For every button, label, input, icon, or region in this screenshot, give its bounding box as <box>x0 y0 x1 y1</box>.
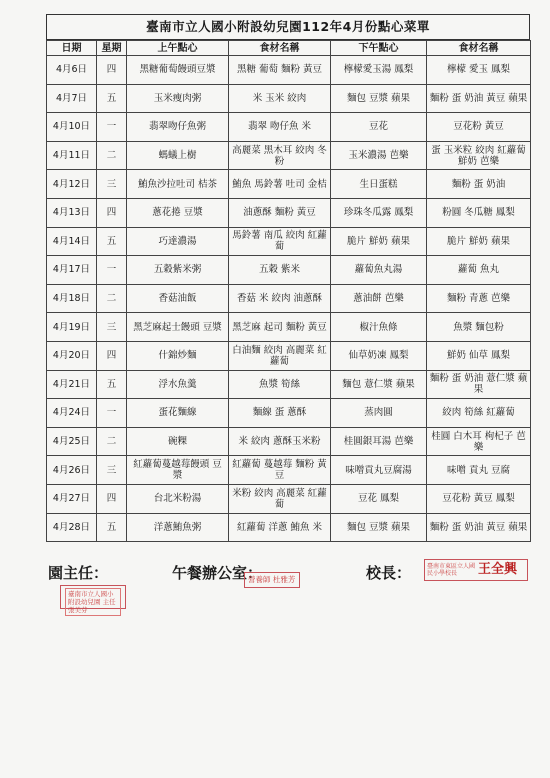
table-row <box>47 113 531 142</box>
table-row <box>47 456 531 485</box>
pm-ingredients-cell: 粉圓 冬瓜糖 鳳梨 <box>427 198 531 227</box>
am-snack-cell: 黑糖葡萄饅頭豆漿 <box>127 56 229 85</box>
date-cell: 4月13日 <box>47 198 97 227</box>
pm-ingredients-cell: 豆花粉 黃豆 鳳梨 <box>427 484 531 513</box>
director-stamp: 臺南市立人國小附設幼兒園 主任 張美芬 <box>60 585 126 609</box>
weekday-cell: 一 <box>97 256 127 285</box>
date-cell: 4月14日 <box>47 227 97 256</box>
weekday-cell: 五 <box>97 513 127 542</box>
menu-table <box>46 40 531 542</box>
am-ingredients-cell: 黑糖 葡萄 麵粉 黃豆 <box>229 56 331 85</box>
principal-label: 校長： <box>366 564 412 582</box>
am-ingredients-cell: 高麗菜 黑木耳 絞肉 冬粉 <box>229 141 331 170</box>
pm-snack-cell: 桂圓銀耳湯 芭樂 <box>331 427 427 456</box>
am-snack-cell: 翡翠吻仔魚粥 <box>127 113 229 142</box>
date-cell: 4月17日 <box>47 256 97 285</box>
director-label: 園主任： <box>48 564 109 582</box>
am-snack-cell: 香菇油飯 <box>127 284 229 313</box>
weekday-cell: 四 <box>97 56 127 85</box>
weekday-cell: 二 <box>97 427 127 456</box>
weekday-cell: 三 <box>97 170 127 199</box>
pm-snack-cell: 味噌貢丸豆腐湯 <box>331 456 427 485</box>
table-row <box>47 399 531 428</box>
am-ingredients-cell: 翡翠 吻仔魚 米 <box>229 113 331 142</box>
am-snack-cell: 五穀紫米粥 <box>127 256 229 285</box>
am-ingredients-cell: 米 玉米 絞肉 <box>229 84 331 113</box>
pm-ingredients-cell: 脆片 鮮奶 蘋果 <box>427 227 531 256</box>
pm-snack-cell: 蒸肉圓 <box>331 399 427 428</box>
weekday-cell: 四 <box>97 484 127 513</box>
pm-snack-cell: 脆片 鮮奶 蘋果 <box>331 227 427 256</box>
date-cell: 4月6日 <box>47 56 97 85</box>
weekday-cell: 一 <box>97 113 127 142</box>
am-snack-cell: 什錦炒麵 <box>127 341 229 370</box>
pm-snack-cell: 珍珠冬瓜露 鳳梨 <box>331 198 427 227</box>
header-am-snack: 上午點心 <box>127 41 229 56</box>
am-snack-cell: 玉米瘦肉粥 <box>127 84 229 113</box>
pm-ingredients-cell: 麵粉 蛋 奶油 黃豆 蘋果 <box>427 84 531 113</box>
am-ingredients-cell: 五穀 紫米 <box>229 256 331 285</box>
table-row <box>47 427 531 456</box>
date-cell: 4月10日 <box>47 113 97 142</box>
pm-ingredients-cell: 麵粉 青蔥 芭樂 <box>427 284 531 313</box>
pm-ingredients-cell: 檸檬 愛玉 鳳梨 <box>427 56 531 85</box>
header-day: 星期 <box>97 41 127 56</box>
weekday-cell: 五 <box>97 370 127 399</box>
table-row <box>47 256 531 285</box>
table-row <box>47 198 531 227</box>
pm-ingredients-cell: 麵粉 蛋 奶油 <box>427 170 531 199</box>
pm-ingredients-cell: 魚漿 麵包粉 <box>427 313 531 342</box>
weekday-cell: 四 <box>97 341 127 370</box>
weekday-cell: 三 <box>97 313 127 342</box>
am-ingredients-cell: 黑芝麻 起司 麵粉 黃豆 <box>229 313 331 342</box>
am-ingredients-cell: 白油麵 絞肉 高麗菜 紅蘿蔔 <box>229 341 331 370</box>
am-ingredients-cell: 鮪魚 馬鈴薯 吐司 金桔 <box>229 170 331 199</box>
am-snack-cell: 鮪魚沙拉吐司 桔茶 <box>127 170 229 199</box>
pm-snack-cell: 生日蛋糕 <box>331 170 427 199</box>
weekday-cell: 二 <box>97 141 127 170</box>
lunch-office-label: 午餐辦公室： <box>172 564 263 582</box>
pm-snack-cell: 麵包 豆漿 蘋果 <box>331 84 427 113</box>
weekday-cell: 一 <box>97 399 127 428</box>
pm-snack-cell: 麵包 薏仁漿 蘋果 <box>331 370 427 399</box>
am-ingredients-cell: 米粉 絞肉 高麗菜 紅蘿蔔 <box>229 484 331 513</box>
date-cell: 4月28日 <box>47 513 97 542</box>
am-snack-cell: 蔥花捲 豆漿 <box>127 198 229 227</box>
pm-snack-cell: 仙草奶凍 鳳梨 <box>331 341 427 370</box>
table-row <box>47 141 531 170</box>
date-cell: 4月25日 <box>47 427 97 456</box>
header-am-ingredients: 食材名稱 <box>229 41 331 56</box>
am-snack-cell: 碗粿 <box>127 427 229 456</box>
header-pm-ingredients: 食材名稱 <box>427 41 531 56</box>
principal-name: 王全興 <box>478 562 518 577</box>
date-cell: 4月24日 <box>47 399 97 428</box>
table-row <box>47 84 531 113</box>
am-snack-cell: 巧達濃湯 <box>127 227 229 256</box>
weekday-cell: 三 <box>97 456 127 485</box>
date-cell: 4月12日 <box>47 170 97 199</box>
pm-snack-cell: 麵包 豆漿 蘋果 <box>331 513 427 542</box>
pm-snack-cell: 檸檬愛玉湯 鳳梨 <box>331 56 427 85</box>
table-row <box>47 313 531 342</box>
pm-snack-cell: 豆花 鳳梨 <box>331 484 427 513</box>
am-snack-cell: 洋蔥鮪魚粥 <box>127 513 229 542</box>
am-ingredients-cell: 米 絞肉 蔥酥玉米粉 <box>229 427 331 456</box>
pm-ingredients-cell: 桂圓 白木耳 枸杞子 芭樂 <box>427 427 531 456</box>
weekday-cell: 二 <box>97 284 127 313</box>
header-date: 日期 <box>47 41 97 56</box>
pm-snack-cell: 蘿蔔魚丸湯 <box>331 256 427 285</box>
pm-snack-cell: 椒汁魚條 <box>331 313 427 342</box>
am-ingredients-cell: 油蔥酥 麵粉 黃豆 <box>229 198 331 227</box>
am-snack-cell: 黑芝麻起士饅頭 豆漿 <box>127 313 229 342</box>
date-cell: 4月7日 <box>47 84 97 113</box>
pm-ingredients-cell: 絞肉 筍絲 紅蘿蔔 <box>427 399 531 428</box>
table-row <box>47 56 531 85</box>
weekday-cell: 五 <box>97 84 127 113</box>
am-ingredients-cell: 紅蘿蔔 洋蔥 鮪魚 米 <box>229 513 331 542</box>
am-ingredients-cell: 麵線 蛋 蔥酥 <box>229 399 331 428</box>
pm-snack-cell: 玉米濃湯 芭樂 <box>331 141 427 170</box>
date-cell: 4月26日 <box>47 456 97 485</box>
am-ingredients-cell: 紅蘿蔔 蔓越莓 麵粉 黃豆 <box>229 456 331 485</box>
pm-ingredients-cell: 味噌 貢丸 豆腐 <box>427 456 531 485</box>
am-snack-cell: 螞蟻上樹 <box>127 141 229 170</box>
pm-ingredients-cell: 麵粉 蛋 奶油 薏仁漿 蘋果 <box>427 370 531 399</box>
am-ingredients-cell: 香菇 米 絞肉 油蔥酥 <box>229 284 331 313</box>
date-cell: 4月21日 <box>47 370 97 399</box>
pm-ingredients-cell: 蛋 玉米粒 絞肉 紅蘿蔔 鮮奶 芭樂 <box>427 141 531 170</box>
am-snack-cell: 蛋花麵線 <box>127 399 229 428</box>
date-cell: 4月19日 <box>47 313 97 342</box>
am-snack-cell: 紅蘿蔔蔓越莓饅頭 豆漿 <box>127 456 229 485</box>
principal-stamp: 臺南市東區立人國民小學校長 王全興 <box>424 559 528 581</box>
header-pm-snack: 下午點心 <box>331 41 427 56</box>
table-row <box>47 170 531 199</box>
date-cell: 4月11日 <box>47 141 97 170</box>
am-snack-cell: 浮水魚羹 <box>127 370 229 399</box>
table-row <box>47 341 531 370</box>
pm-ingredients-cell: 麵粉 蛋 奶油 黃豆 蘋果 <box>427 513 531 542</box>
pm-ingredients-cell: 鮮奶 仙草 鳳梨 <box>427 341 531 370</box>
table-row <box>47 227 531 256</box>
lunch-office-stamp: 營養師 杜雅芳 <box>244 572 300 588</box>
am-snack-cell: 台北米粉湯 <box>127 484 229 513</box>
date-cell: 4月18日 <box>47 284 97 313</box>
pm-ingredients-cell: 豆花粉 黃豆 <box>427 113 531 142</box>
date-cell: 4月27日 <box>47 484 97 513</box>
date-cell: 4月20日 <box>47 341 97 370</box>
header-row <box>47 41 531 56</box>
am-ingredients-cell: 魚漿 筍絲 <box>229 370 331 399</box>
weekday-cell: 四 <box>97 198 127 227</box>
page-title: 臺南市立人國小附設幼兒園112年4月份點心菜單 <box>46 14 530 40</box>
weekday-cell: 五 <box>97 227 127 256</box>
pm-snack-cell: 豆花 <box>331 113 427 142</box>
table-row <box>47 484 531 513</box>
pm-snack-cell: 蔥油餅 芭樂 <box>331 284 427 313</box>
table-row <box>47 513 531 542</box>
am-ingredients-cell: 馬鈴薯 南瓜 絞肉 紅蘿蔔 <box>229 227 331 256</box>
table-row <box>47 370 531 399</box>
pm-ingredients-cell: 蘿蔔 魚丸 <box>427 256 531 285</box>
table-row <box>47 284 531 313</box>
